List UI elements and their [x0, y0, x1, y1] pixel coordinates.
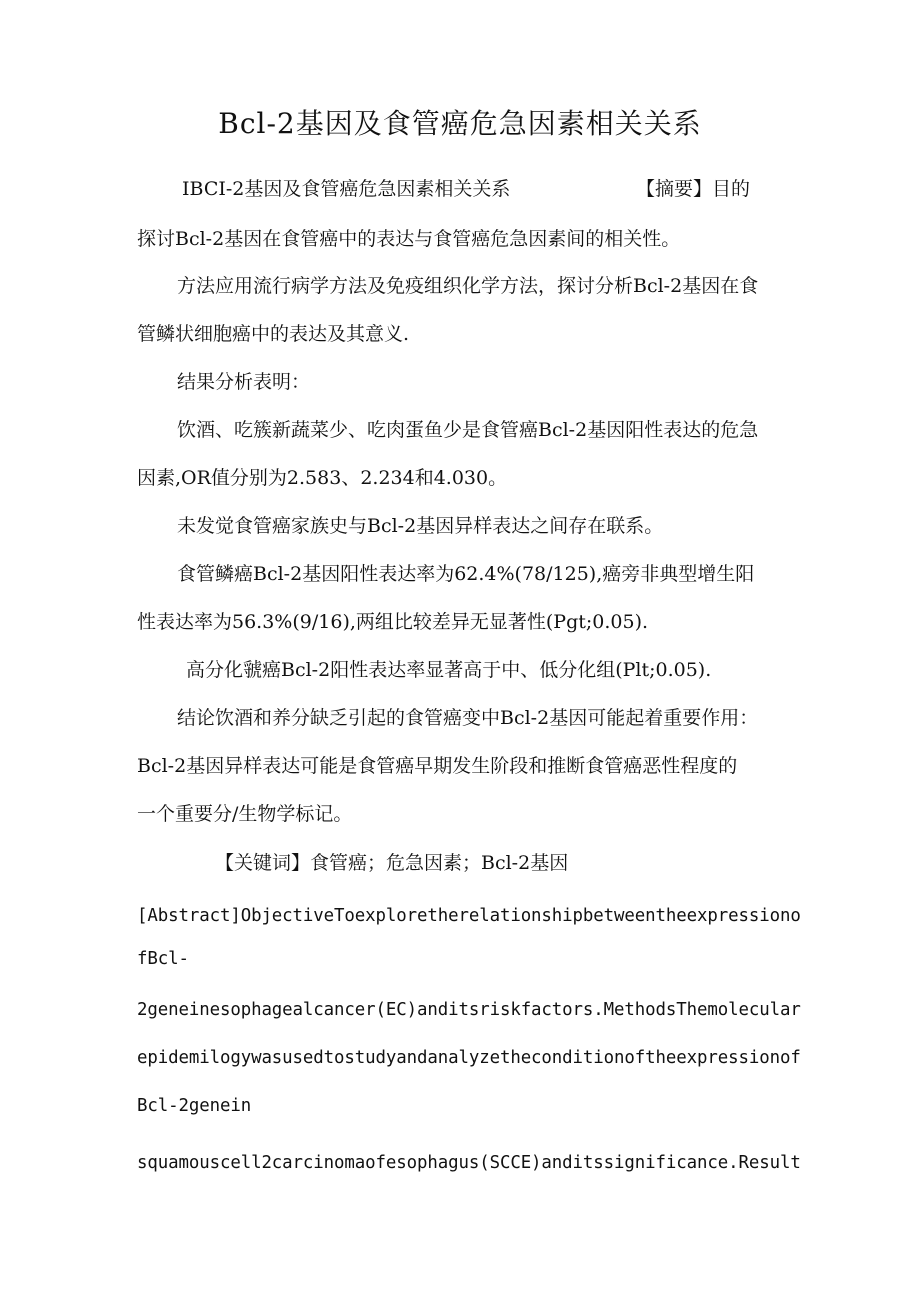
english-line: [Abstract]ObjectiveToexploretherelationshipbetweentheexpressiono [137, 906, 801, 926]
paragraph-line: 性表达率为56.3%(9/16),两组比较差异无显著性(Pgt;0.05). [137, 611, 649, 633]
paragraph-line: 饮酒、吃簇新蔬菜少、吃肉蛋鱼少是食管癌Bcl-2基因阳性表达的危急 [177, 419, 759, 441]
paragraph-line: 一个重要分/生物学标记。 [137, 803, 353, 825]
paragraph-line: 探讨Bcl-2基因在食管癌中的表达与食管癌危急因素间的相关性。 [137, 228, 681, 250]
english-line: fBcl- [137, 949, 189, 969]
paragraph-line: Bcl-2基因异样表达可能是食管癌早期发生阶段和推断食管癌恶性程度的 [137, 755, 738, 777]
paragraph-line: 高分化虢癌Bcl-2阳性表达率显著高于中、低分化组(Plt;0.05). [186, 659, 712, 681]
english-line: squamouscell2carcinomaofesophagus(SCCE)anditssignificance.Result [137, 1153, 801, 1173]
paragraph-line: 因素,OR值分别为2.583、2.234和4.030。 [137, 467, 508, 489]
english-line: Bcl-2genein [137, 1096, 252, 1116]
paragraph-line: 方法应用流行病学方法及免疫组织化学方法，探讨分析Bcl-2基因在食 [177, 275, 759, 297]
abstract-header-left: IBCI-2基因及食管癌危急因素相关关系 [182, 178, 511, 200]
paragraph-line: 未发觉食管癌家族史与Bcl-2基因异样表达之间存在联系。 [177, 515, 664, 537]
keywords-line: 【关键词】食管癌；危急因素；Bcl-2基因 [215, 852, 569, 874]
document-title: Bcl-2基因及食管癌危急因素相关关系 [218, 107, 702, 140]
paragraph-line: 管鳞状细胞癌中的表达及其意义. [137, 323, 410, 345]
paragraph-line: 结果分析表明： [177, 371, 311, 393]
paragraph-line: 食管鳞癌Bcl-2基因阳性表达率为62.4%(78/125),癌旁非典型增生阳 [177, 563, 755, 585]
abstract-label: 【摘要】目的 [636, 178, 751, 200]
english-line: epidemilogywasusedtostudyandanalyzetheconditionoftheexpressionof [137, 1048, 801, 1068]
english-line: 2geneinesophagealcancer(EC)anditsriskfactors.MethodsThemolecular [137, 1000, 801, 1020]
paragraph-line: 结论饮酒和养分缺乏引起的食管癌变中Bcl-2基因可能起着重要作用： [177, 707, 759, 729]
